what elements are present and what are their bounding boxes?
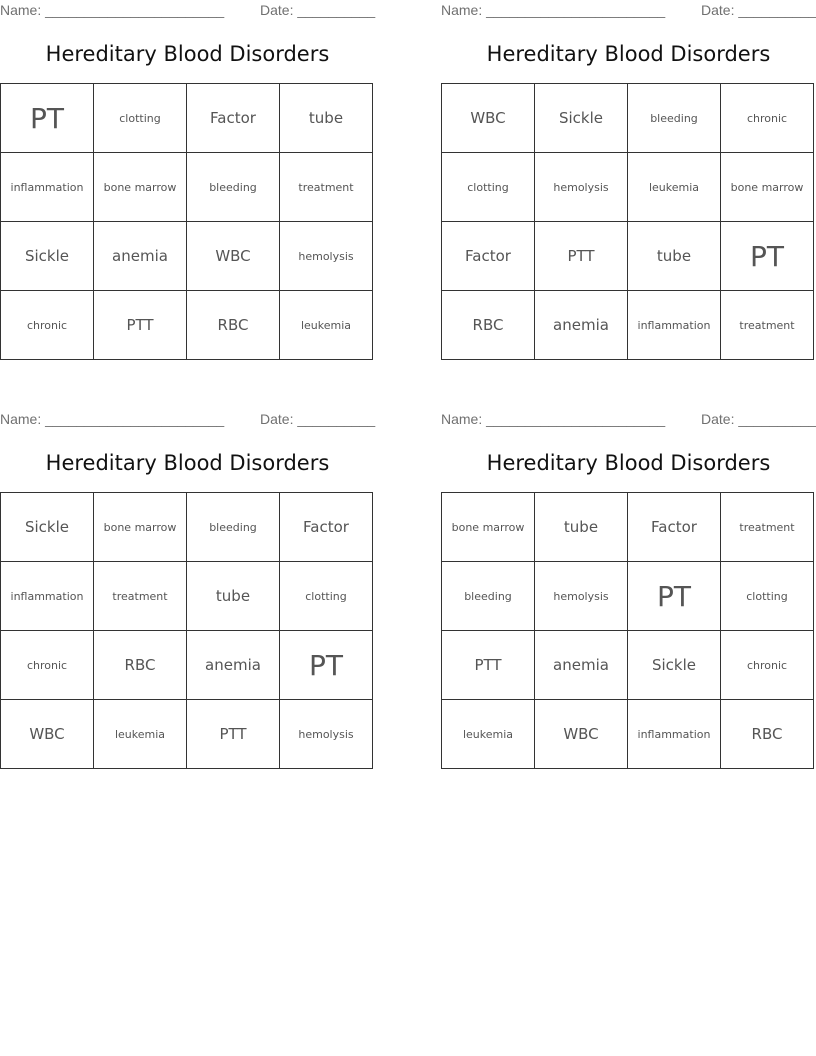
bingo-cell: RBC [94, 631, 187, 700]
bingo-row [442, 222, 814, 291]
name-field-label: Name: _______________________ [0, 411, 225, 427]
bingo-row [442, 700, 814, 769]
card-title: Hereditary Blood Disorders [45, 42, 330, 66]
date-field-label: Date: __________ [260, 411, 376, 427]
bingo-cell: PT [628, 562, 721, 631]
bingo-cell: hemolysis [280, 700, 373, 769]
bingo-row [442, 153, 814, 222]
bingo-cell: anemia [535, 631, 628, 700]
bingo-cell: PTT [187, 700, 280, 769]
bingo-cell: Factor [628, 493, 721, 562]
bingo-cell: PTT [535, 222, 628, 291]
bingo-cell: Factor [187, 84, 280, 153]
bingo-cell: PTT [442, 631, 535, 700]
bingo-cell: WBC [187, 222, 280, 291]
bingo-cell: Sickle [535, 84, 628, 153]
bingo-cell: RBC [187, 291, 280, 360]
bingo-row [1, 222, 373, 291]
bingo-row [1, 700, 373, 769]
bingo-grid [0, 83, 373, 360]
bingo-cell: Factor [280, 493, 373, 562]
bingo-cell: chronic [721, 84, 814, 153]
name-field-label: Name: _______________________ [441, 2, 666, 18]
bingo-cell: tube [628, 222, 721, 291]
bingo-cell: treatment [94, 562, 187, 631]
bingo-cell: chronic [1, 631, 94, 700]
bingo-cell: PT [1, 84, 94, 153]
bingo-cell: hemolysis [280, 222, 373, 291]
name-field-label: Name: _______________________ [441, 411, 666, 427]
card-title: Hereditary Blood Disorders [45, 451, 330, 475]
bingo-cell: tube [187, 562, 280, 631]
date-field-label: Date: __________ [260, 2, 376, 18]
bingo-cell: bleeding [442, 562, 535, 631]
bingo-cell: tube [280, 84, 373, 153]
bingo-cell: PT [280, 631, 373, 700]
bingo-row [1, 291, 373, 360]
bingo-cell: clotting [442, 153, 535, 222]
bingo-row [442, 631, 814, 700]
bingo-row [442, 84, 814, 153]
bingo-cell: WBC [442, 84, 535, 153]
bingo-row [1, 631, 373, 700]
bingo-cell: leukemia [628, 153, 721, 222]
bingo-cell: WBC [535, 700, 628, 769]
bingo-cell: anemia [94, 222, 187, 291]
bingo-cell: anemia [187, 631, 280, 700]
bingo-cell: RBC [721, 700, 814, 769]
bingo-cell: RBC [442, 291, 535, 360]
bingo-cell: PT [721, 222, 814, 291]
bingo-cell: clotting [280, 562, 373, 631]
card-title: Hereditary Blood Disorders [486, 451, 771, 475]
bingo-grid [441, 83, 814, 360]
bingo-cell: Factor [442, 222, 535, 291]
bingo-cell: leukemia [442, 700, 535, 769]
bingo-cell: hemolysis [535, 562, 628, 631]
name-field-label: Name: _______________________ [0, 2, 225, 18]
bingo-cell: hemolysis [535, 153, 628, 222]
bingo-cell: bone marrow [94, 153, 187, 222]
bingo-cell: inflammation [1, 562, 94, 631]
bingo-row [1, 562, 373, 631]
card-title: Hereditary Blood Disorders [486, 42, 771, 66]
bingo-cell: inflammation [628, 291, 721, 360]
bingo-cell: tube [535, 493, 628, 562]
bingo-cell: chronic [1, 291, 94, 360]
bingo-row [442, 291, 814, 360]
bingo-cell: treatment [280, 153, 373, 222]
bingo-cell: anemia [535, 291, 628, 360]
bingo-cell: bone marrow [94, 493, 187, 562]
bingo-row [1, 84, 373, 153]
bingo-cell: treatment [721, 291, 814, 360]
bingo-cell: bleeding [187, 153, 280, 222]
bingo-cell: chronic [721, 631, 814, 700]
bingo-row [1, 493, 373, 562]
bingo-cell: Sickle [628, 631, 721, 700]
date-field-label: Date: __________ [701, 411, 816, 427]
bingo-row [442, 493, 814, 562]
bingo-cell: leukemia [94, 700, 187, 769]
bingo-cell: bone marrow [442, 493, 535, 562]
date-field-label: Date: __________ [701, 2, 816, 18]
bingo-row [442, 562, 814, 631]
bingo-cell: clotting [721, 562, 814, 631]
bingo-cell: PTT [94, 291, 187, 360]
bingo-row [1, 153, 373, 222]
bingo-cell: bleeding [628, 84, 721, 153]
bingo-grid [441, 492, 814, 769]
bingo-cell: bleeding [187, 493, 280, 562]
bingo-cell: bone marrow [721, 153, 814, 222]
bingo-grid [0, 492, 373, 769]
bingo-cell: leukemia [280, 291, 373, 360]
bingo-cell: inflammation [628, 700, 721, 769]
bingo-cell: clotting [94, 84, 187, 153]
bingo-cell: treatment [721, 493, 814, 562]
bingo-cell: inflammation [1, 153, 94, 222]
bingo-cell: WBC [1, 700, 94, 769]
bingo-cell: Sickle [1, 493, 94, 562]
bingo-cell: Sickle [1, 222, 94, 291]
